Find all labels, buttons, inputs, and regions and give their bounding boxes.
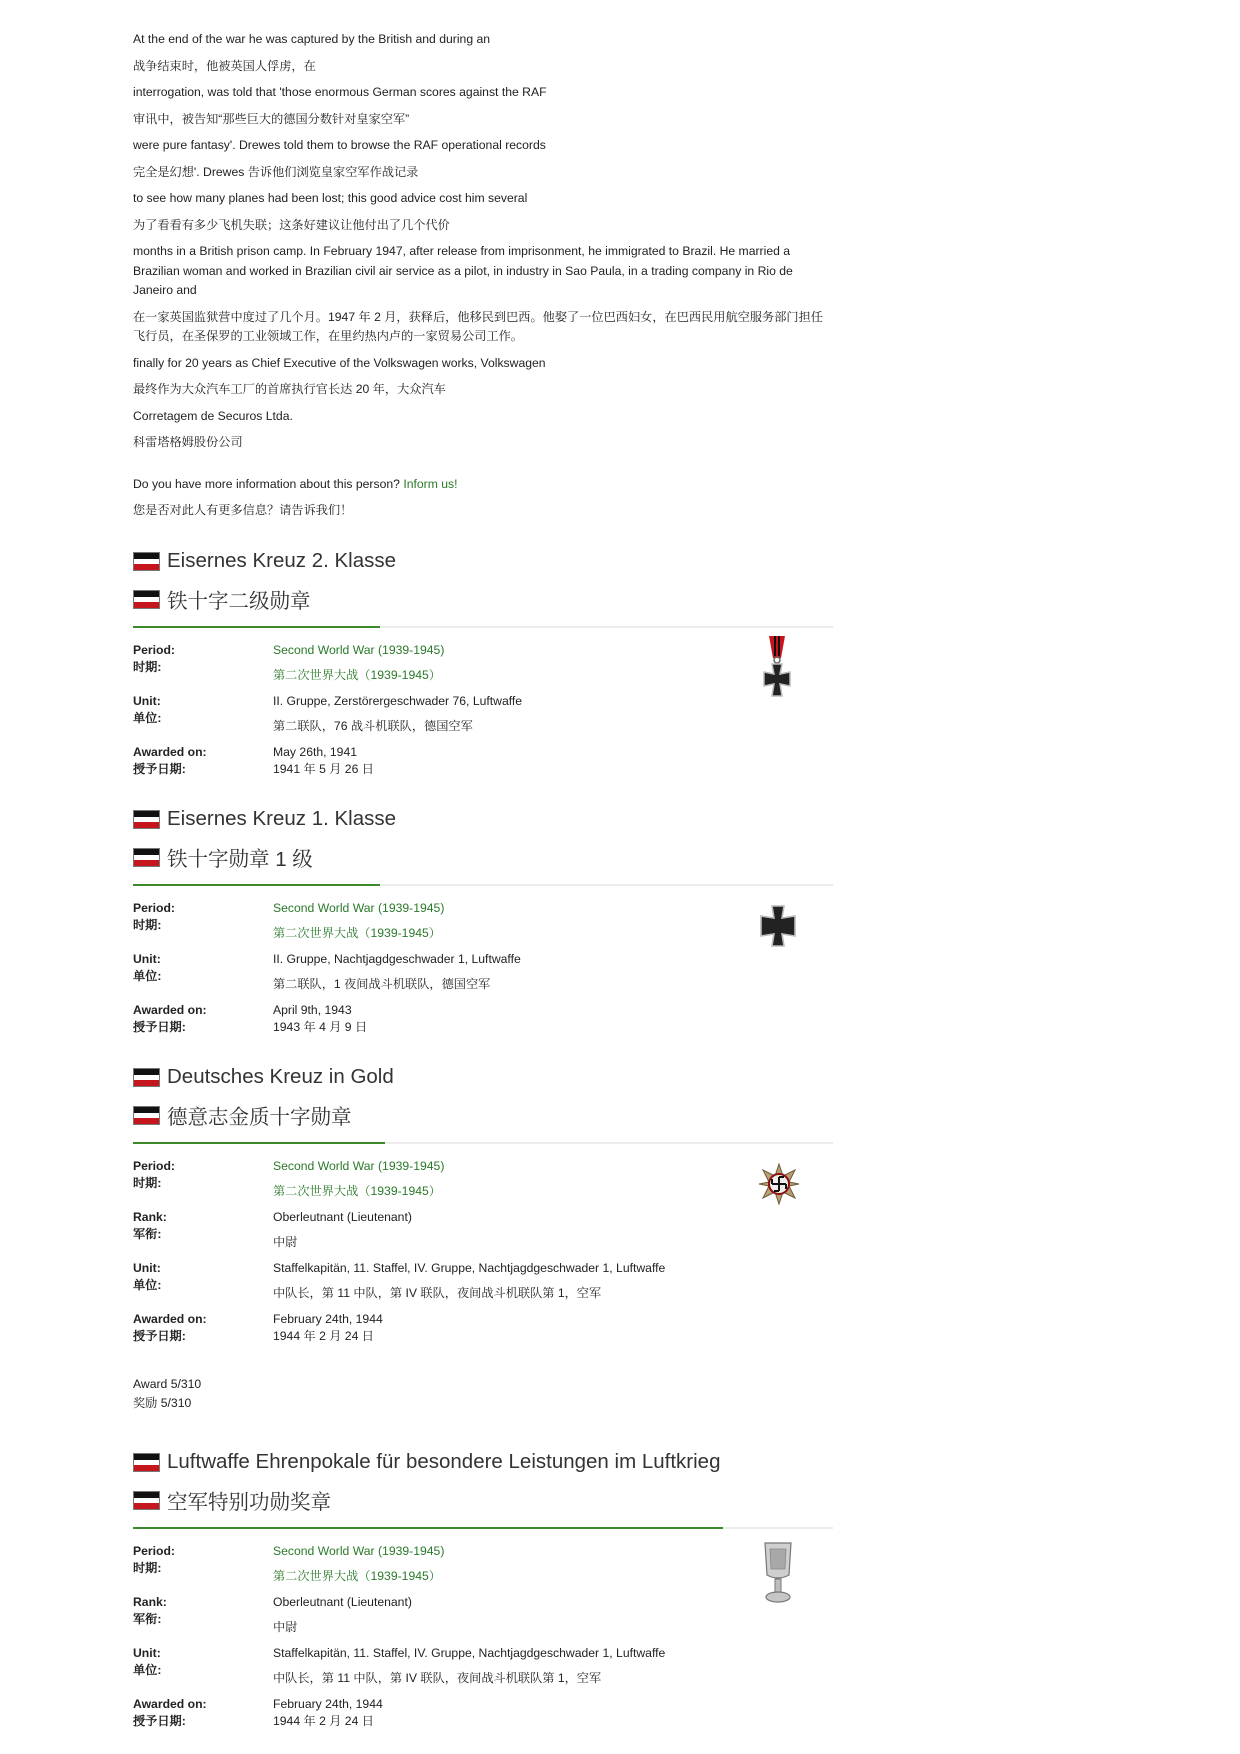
german-flag-icon bbox=[133, 1491, 160, 1510]
awarded-value: February 24th, 1944 1944 年 2 月 24 日 bbox=[273, 1697, 383, 1728]
award-title-de bbox=[133, 542, 833, 580]
section-divider bbox=[133, 1527, 833, 1529]
inform-us-link[interactable]: Inform us! bbox=[403, 476, 458, 491]
unit-value: Staffelkapitän, 11. Staffel, IV. Gruppe, Nachtjagdgeschwader 1, Luftwaffe 中队长，第 11 中队，第 IV 联队，夜间战斗机联队第 1，空军 bbox=[273, 1646, 666, 1685]
award-title-de bbox=[133, 1443, 833, 1481]
section-divider bbox=[133, 884, 833, 886]
award-title-de bbox=[133, 800, 833, 838]
award-title-text: Deutsches Kreuz in Gold bbox=[167, 1065, 394, 1088]
award-title-zh bbox=[133, 580, 833, 618]
award-title-zh bbox=[133, 838, 833, 876]
awarded-label: Awarded on: 授予日期: bbox=[133, 1312, 207, 1343]
rank-value: Oberleutnant (Lieutenant) 中尉 bbox=[273, 1595, 412, 1634]
awarded-label: Awarded on: 授予日期: bbox=[133, 1697, 207, 1728]
german-flag-icon bbox=[133, 1068, 160, 1087]
iron-cross-icon bbox=[757, 904, 799, 948]
bio-text-zh: 完全是幻想'. Drewes 告诉他们浏览皇家空军作战记录 bbox=[133, 164, 419, 179]
bio-text-zh: 最终作为大众汽车工厂的首席执行官长达 20 年，大众汽车 bbox=[133, 382, 446, 396]
period-label: Period: 时期: bbox=[133, 1159, 175, 1190]
award-card bbox=[133, 800, 833, 1045]
bio-text-en: At the end of the war he was captured by the British and during an bbox=[133, 32, 491, 46]
bio-text-en: interrogation, was told that 'those enormous German scores against the RAF bbox=[133, 85, 547, 99]
awarded-value: April 9th, 1943 1943 年 4 月 9 日 bbox=[273, 1003, 368, 1034]
unit-value: Staffelkapitän, 11. Staffel, IV. Gruppe, Nachtjagdgeschwader 1, Luftwaffe 中队长，第 11 中队，第 IV 联队，夜间战斗机联队第 1，空军 bbox=[273, 1261, 666, 1300]
more-info-question bbox=[133, 475, 833, 495]
bio-text-zh: 科雷塔格姆股份公司 bbox=[133, 435, 243, 449]
bio-text-en: finally for 20 years as Chief Executive of the Volkswagen works, Volkswagen bbox=[133, 355, 546, 370]
iron-cross-ribbon-icon bbox=[757, 636, 797, 704]
bio-text-en: to see how many planes had been lost; this good advice cost him several bbox=[133, 191, 528, 205]
award-card bbox=[133, 542, 833, 787]
german-flag-icon bbox=[133, 810, 160, 829]
biography bbox=[133, 30, 833, 521]
period-value: Second World War (1939-1945) 第二次世界大战（1939-1945） bbox=[273, 1544, 445, 1583]
award-title-zh bbox=[133, 1096, 833, 1134]
period-label: Period: 时期: bbox=[133, 1544, 175, 1575]
bio-text-zh: 为了看看有多少飞机失联；这条好建议让他付出了几个代价 bbox=[133, 217, 450, 232]
award-note-en: Award 5/310 bbox=[133, 1377, 202, 1391]
award-title-zh bbox=[133, 1481, 833, 1519]
bio-text-zh: 审讯中，被告知“那些巨大的德国分数针对皇家空军” bbox=[133, 111, 410, 126]
period-value: Second World War (1939-1945) 第二次世界大战（1939-1945） bbox=[273, 901, 445, 940]
award-fields bbox=[133, 900, 833, 1036]
award-title-text: Eisernes Kreuz 2. Klasse bbox=[167, 549, 397, 572]
bio-text-zh: 在一家英国监狱营中度过了几个月。1947 年 2 月，获释后，他移民到巴西。他娶了一位巴西妇女，在巴西民用航空服务部门担任飞行员，在圣保罗的工业领域工作，在里约热内卢的一家贸易公司工作。 bbox=[133, 309, 823, 343]
award-title-text: 空军特别功勋奖章 bbox=[167, 1491, 331, 1514]
unit-value: II. Gruppe, Zerstörergeschwader 76, Luftwaffe 第二联队，76 战斗机联队，德国空军 bbox=[273, 694, 523, 733]
awarded-label: Awarded on: 授予日期: bbox=[133, 1003, 207, 1034]
german-flag-icon bbox=[133, 1453, 160, 1472]
awarded-value: May 26th, 1941 1941 年 5 月 26 日 bbox=[273, 745, 374, 776]
period-label: Period: 时期: bbox=[133, 643, 175, 674]
german-cross-star-icon bbox=[757, 1162, 801, 1206]
german-flag-icon bbox=[133, 590, 160, 609]
bio-text-en: months in a British prison camp. In February 1947, after release from imprisonment, he immigrated to Brazil. He married a Brazilian woman and worked in Brazilian civil air service as a pilot, in industry in Sao Paula, in a trading company in Rio de Janeiro and bbox=[133, 244, 793, 297]
bio-text-zh: 战争结束时，他被英国人俘虏，在 bbox=[133, 58, 316, 73]
more-info-question-zh: 您是否对此人有更多信息？请告诉我们！ bbox=[133, 503, 353, 517]
award-card bbox=[133, 1443, 833, 1739]
period-label: Period: 时期: bbox=[133, 901, 175, 932]
awarded-label: Awarded on: 授予日期: bbox=[133, 745, 207, 776]
unit-label: Unit: 单位: bbox=[133, 1646, 162, 1677]
unit-label: Unit: 单位: bbox=[133, 1261, 162, 1292]
rank-label: Rank: 军衔: bbox=[133, 1595, 167, 1626]
german-flag-icon bbox=[133, 848, 160, 867]
award-title-text: Luftwaffe Ehrenpokale für besondere Leistungen im Luftkrieg bbox=[167, 1450, 721, 1473]
period-value: Second World War (1939-1945) 第二次世界大战（1939-1945） bbox=[273, 1159, 445, 1198]
unit-label: Unit: 单位: bbox=[133, 694, 162, 725]
bio-text-en: were pure fantasy'. Drewes told them to browse the RAF operational records bbox=[133, 138, 546, 152]
section-divider bbox=[133, 626, 833, 628]
award-fields bbox=[133, 1543, 833, 1730]
award-title-text: 铁十字二级勋章 bbox=[167, 590, 311, 613]
german-flag-icon bbox=[133, 1106, 160, 1125]
award-title-de bbox=[133, 1058, 833, 1096]
award-title-text: 德意志金质十字勋章 bbox=[167, 1106, 352, 1129]
award-note-zh: 奖励 5/310 bbox=[133, 1396, 192, 1410]
section-divider bbox=[133, 1142, 833, 1144]
award-title-text: Eisernes Kreuz 1. Klasse bbox=[167, 807, 397, 830]
rank-label: Rank: 军衔: bbox=[133, 1210, 167, 1241]
awarded-value: February 24th, 1944 1944 年 2 月 24 日 bbox=[273, 1312, 383, 1343]
award-title-text: 铁十字勋章 1 级 bbox=[167, 848, 313, 871]
award-card bbox=[133, 1058, 833, 1354]
bio-text-en: Corretagem de Securos Ltda. bbox=[133, 408, 293, 423]
award-note bbox=[133, 1375, 201, 1413]
more-info-text: Do you have more information about this person? bbox=[133, 476, 400, 491]
rank-value: Oberleutnant (Lieutenant) 中尉 bbox=[273, 1210, 412, 1249]
period-value: Second World War (1939-1945) 第二次世界大战（1939-1945） bbox=[273, 643, 445, 682]
unit-value: II. Gruppe, Nachtjagdgeschwader 1, Luftwaffe 第二联队，1 夜间战斗机联队，德国空军 bbox=[273, 952, 521, 991]
german-flag-icon bbox=[133, 552, 160, 571]
unit-label: Unit: 单位: bbox=[133, 952, 162, 983]
honor-goblet-icon bbox=[761, 1539, 795, 1605]
award-fields bbox=[133, 642, 833, 778]
award-fields bbox=[133, 1158, 833, 1345]
